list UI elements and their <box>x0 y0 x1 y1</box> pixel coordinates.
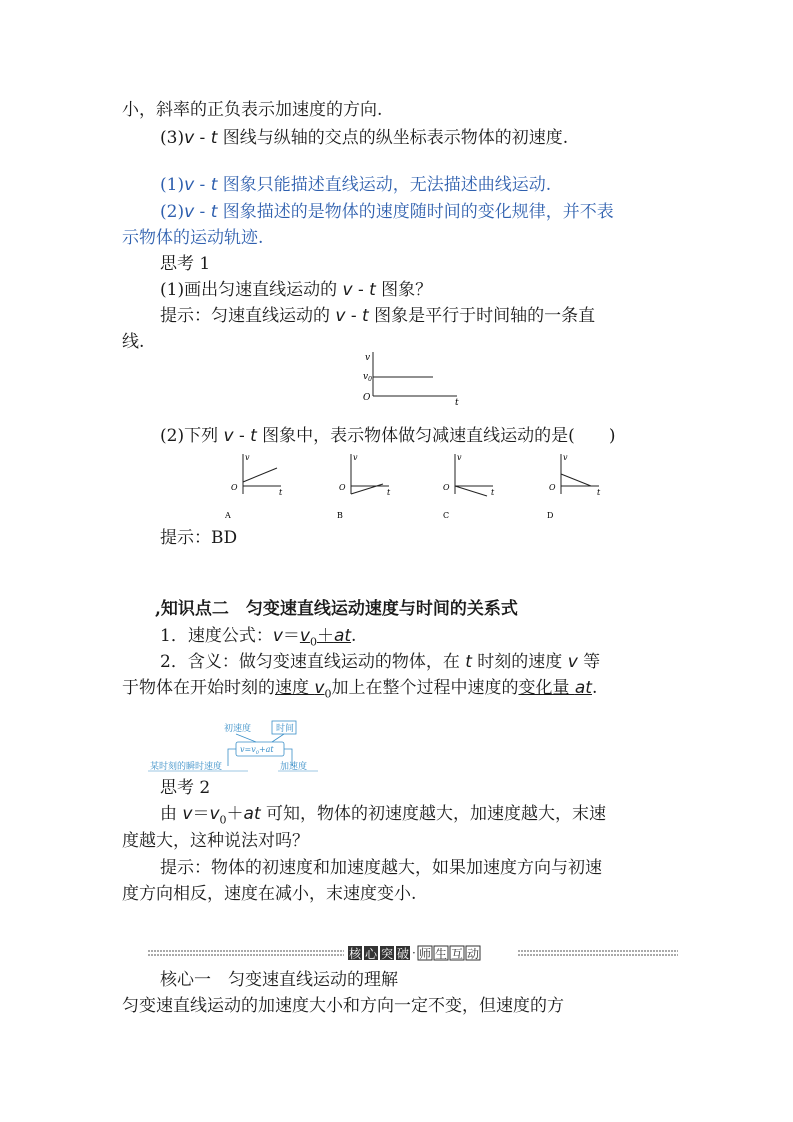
banner-chars <box>348 946 480 961</box>
acceleration-label: 加速度 <box>280 762 308 772</box>
hint-line: 线. <box>122 332 145 352</box>
svg-text:心: 心 <box>365 947 378 961</box>
svg-text:动: 动 <box>467 947 480 961</box>
svg-text:t: t <box>491 488 495 497</box>
uniform-motion-graph <box>355 348 465 406</box>
svg-text:t: t <box>279 488 283 497</box>
svg-text:突: 突 <box>381 947 394 961</box>
option-a-graph <box>225 453 283 520</box>
formula-line: 1．速度公式：$v=v_0+at$. <box>160 626 357 649</box>
svg-text:O: O <box>549 483 556 492</box>
core-text: 匀变速直线运动的加速度大小和方向一定不变，但速度的方 <box>122 996 564 1016</box>
hint-line: 提示：BD <box>160 528 238 548</box>
question-line: 度越大，这种说法对吗？ <box>122 831 309 851</box>
hint-line: 提示：物体的初速度和加速度越大，如果加速度方向与初速 <box>160 858 602 878</box>
svg-text:互: 互 <box>451 947 464 961</box>
formula-text: $v=v_0+at$ <box>240 745 274 756</box>
svg-text:v: v <box>353 453 358 462</box>
text-line: 小，斜率的正负表示加速度的方向. <box>122 100 383 120</box>
option-a-label: A <box>225 511 231 520</box>
svg-text:O: O <box>443 483 450 492</box>
svg-text:t: t <box>387 488 391 497</box>
svg-text:O: O <box>339 483 346 492</box>
hint-line: 提示：匀速直线运动的 v - t 图象是平行于时间轴的一条直 <box>160 306 596 326</box>
formula-diagram <box>148 718 318 774</box>
question-line: (1)画出匀速直线运动的 v - t 图象？ <box>160 280 433 300</box>
section-heading: ,知识点二 匀变速直线运动速度与时间的关系式 <box>155 599 518 619</box>
svg-text:核: 核 <box>349 947 362 961</box>
v0-label: $v_0$ <box>363 372 372 383</box>
origin-label: O <box>363 393 371 403</box>
option-graphs <box>225 450 615 522</box>
svg-text:t: t <box>597 488 601 497</box>
question-line: (2)下列 v - t 图象中，表示物体做匀减速直线运动的是( ) <box>160 426 616 446</box>
think-title: 思考 2 <box>160 778 211 798</box>
text-line: (3)v - t 图线与纵轴的交点的纵坐标表示物体的初速度. <box>160 128 569 148</box>
option-b-graph <box>337 453 391 520</box>
option-c-label: C <box>443 511 450 520</box>
t-label: t <box>455 398 459 406</box>
option-d-graph <box>547 453 601 520</box>
hint-line: 度方向相反，速度在减小，末速度变小. <box>122 884 417 904</box>
svg-text:O: O <box>231 483 238 492</box>
meaning-line: 2．含义：做匀变速直线运动的物体，在 t 时刻的速度 v 等 <box>160 652 601 672</box>
svg-text:v: v <box>457 453 462 462</box>
svg-text:师: 师 <box>419 947 432 961</box>
svg-text:生: 生 <box>435 947 448 961</box>
svg-text:v: v <box>563 453 568 462</box>
note-line: (2)v - t 图象描述的是物体的速度随时间的变化规律，并不表 <box>160 202 614 222</box>
core-banner <box>148 945 678 961</box>
svg-text:·: · <box>412 946 416 960</box>
instant-velocity-label: 某时刻的瞬时速度 <box>150 762 223 772</box>
v-label: v <box>365 353 371 363</box>
option-d-label: D <box>547 511 554 520</box>
meaning-line: 于物体在开始时刻的速度 $v_0$加上在整个过程中速度的变化量 at. <box>122 678 598 701</box>
question-line: 由 $v=v_0+at$ 可知，物体的初速度越大，加速度越大，末速 <box>160 804 607 827</box>
option-c-graph <box>443 453 495 520</box>
svg-text:v: v <box>245 453 250 462</box>
option-b-label: B <box>337 511 343 520</box>
note-line: (1)v - t 图象只能描述直线运动，无法描述曲线运动. <box>160 175 552 195</box>
note-line: 示物体的运动轨迹. <box>122 228 264 248</box>
time-label: 时间 <box>276 724 295 734</box>
svg-text:破: 破 <box>397 947 410 961</box>
core-heading: 核心一 匀变速直线运动的理解 <box>160 970 398 990</box>
think-title: 思考 1 <box>160 254 211 274</box>
init-velocity-label: 初速度 <box>224 724 252 734</box>
